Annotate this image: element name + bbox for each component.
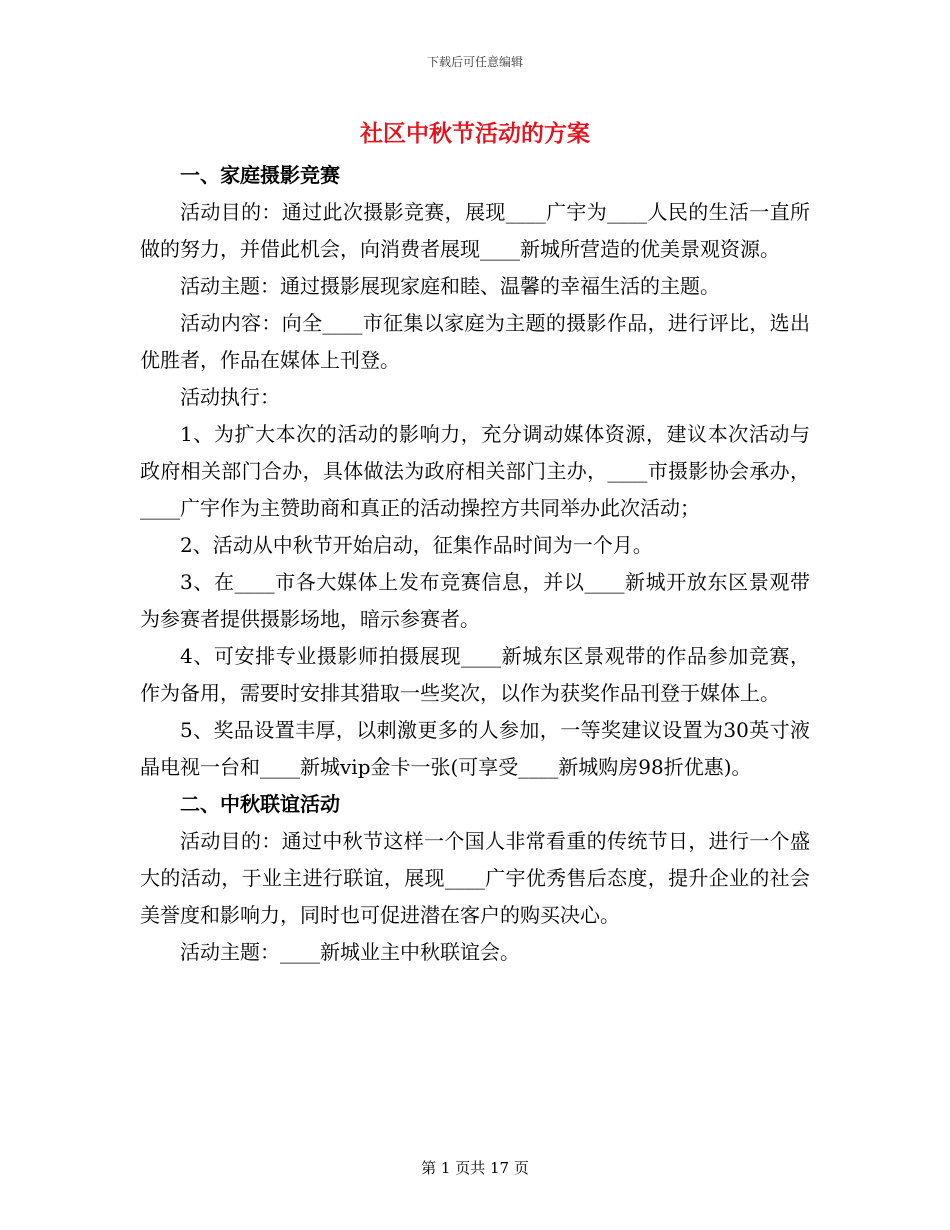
paragraph: 活动内容：向全____市征集以家庭为主题的摄影作品，进行评比，选出优胜者，作品在媒体上刊登。 <box>140 311 810 372</box>
list-item: 2、活动从中秋节开始启动，征集作品时间为一个月。 <box>180 533 653 557</box>
paragraph: 活动目的：通过此次摄影竞赛，展现____广宇为____人民的生活一直所做的努力，并借此机会，向消费者展现____新城所营造的优美景观资源。 <box>140 200 810 261</box>
document-body <box>140 157 810 971</box>
section-heading: 二、中秋联谊活动 <box>180 792 340 816</box>
document-title: 社区中秋节活动的方案 <box>360 120 590 147</box>
list-item: 4、可安排专业摄影师拍摄展现____新城东区景观带的作品参加竞赛，作为备用，需要时安排其猎取一些奖次，以作为获奖作品刊登于媒体上。 <box>140 644 810 705</box>
list-item: 1、为扩大本次的活动的影响力，充分调动媒体资源，建议本次活动与政府相关部门合办，具体做法为政府相关部门主办，____市摄影协会承办，____广宇作为主赞助商和真正的活动操控方共同举办此次活动； <box>140 422 810 520</box>
list-item: 3、在____市各大媒体上发布竞赛信息，并以____新城开放东区景观带为参赛者提供摄影场地，暗示参赛者。 <box>140 570 810 631</box>
paragraph: 活动主题：____新城业主中秋联谊会。 <box>180 940 520 964</box>
paragraph: 活动目的：通过中秋节这样一个国人非常看重的传统节日，进行一个盛大的活动，于业主进行联谊，展现____广宇优秀售后态度，提升企业的社会美誉度和影响力，同时也可促进潜在客户的购买决心。 <box>140 829 810 927</box>
paragraph: 活动主题：通过摄影展现家庭和睦、温馨的幸福生活的主题。 <box>180 274 720 298</box>
page-number: 第 1 页共 17 页 <box>421 1159 529 1177</box>
list-item: 5、奖品设置丰厚，以刺激更多的人参加，一等奖建议设置为30英寸液晶电视一台和____新城vip金卡一张(可享受____新城购房98折优惠)。 <box>140 718 810 779</box>
section-heading: 一、家庭摄影竞赛 <box>180 163 340 187</box>
paragraph: 活动执行： <box>180 385 280 409</box>
page-header-note: 下载后可任意编辑 <box>426 55 523 69</box>
